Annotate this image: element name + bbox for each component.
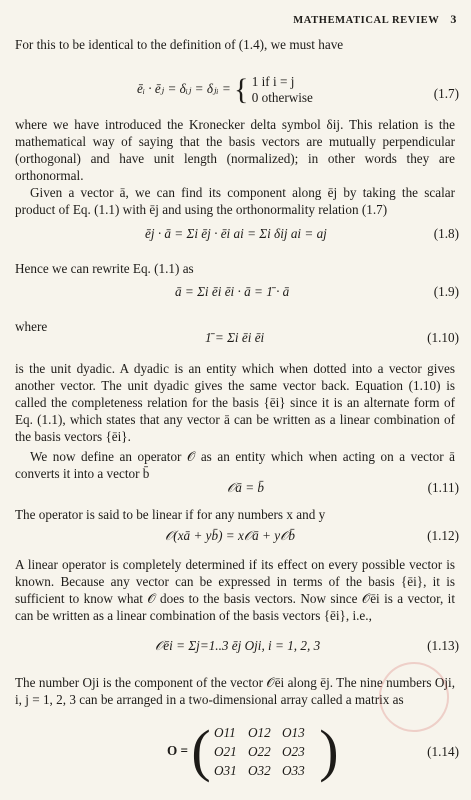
equation-1-13 xyxy=(15,638,459,658)
running-title: MATHEMATICAL REVIEW xyxy=(293,15,440,26)
paragraph-10: The number Oji is the component of the vector 𝒪ēi along ēj. The nine numbers Oji, i, j = 1, 2, 3 can be arranged in a two-dimensional array called a matrix as xyxy=(15,675,455,707)
equation-1-11 xyxy=(15,480,459,500)
right-paren-icon: ) xyxy=(319,718,339,783)
left-paren-icon: ( xyxy=(191,718,211,783)
matrix-cell: O21 xyxy=(214,743,237,759)
equation-number-1-13: (1.13) xyxy=(427,638,459,653)
equation-number-1-12: (1.12) xyxy=(427,528,459,543)
matrix-cell: O23 xyxy=(282,743,305,759)
matrix-cell: O33 xyxy=(282,762,305,778)
equation-1-12-body: 𝒪(xā + yb̄) = x𝒪ā + y𝒪b̄ xyxy=(165,528,295,543)
equation-1-7-cases xyxy=(252,74,313,106)
equation-1-10-body: 1̄ = Σi ēi ēi xyxy=(205,330,265,345)
equation-1-14-lhs: O = xyxy=(167,743,189,758)
equation-1-9-body: ā = Σi ēi ēi · ā = 1̄ · ā xyxy=(175,284,290,299)
matrix-cell: O11 xyxy=(214,724,236,740)
matrix-cell: O13 xyxy=(282,724,305,740)
equation-number-1-11: (1.11) xyxy=(427,480,459,495)
equation-number-1-10: (1.10) xyxy=(427,330,459,345)
equation-number-1-8: (1.8) xyxy=(433,226,459,241)
equation-number-1-9: (1.9) xyxy=(433,284,459,299)
equation-1-7 xyxy=(15,73,459,112)
equation-number-1-7: (1.7) xyxy=(433,86,459,101)
matrix-grid xyxy=(214,723,316,780)
paragraph-7: We now define an operator 𝒪 as an entity which when acting on a vector ā converts it into a vector b̄ xyxy=(15,449,455,481)
page-number: 3 xyxy=(450,12,457,26)
paragraph-4: Hence we can rewrite Eq. (1.1) as xyxy=(15,261,194,276)
paragraph-2: where we have introduced the Kronecker delta symbol δij. This relation is the mathematical way of saying that the basis vectors are mutually perpendicular (orthogonal) and have unit length (normalized); in other words they are orthonormal. xyxy=(15,117,455,183)
matrix-cell: O31 xyxy=(214,762,237,778)
equation-1-11-body: 𝒪ā = b̄ xyxy=(227,480,264,495)
equation-1-8-body: ēj · ā = Σi ēj · ēi ai = Σi δij ai = aj xyxy=(145,226,327,241)
paragraph-1: For this to be identical to the definition of (1.4), we must have xyxy=(15,37,344,52)
equation-1-12 xyxy=(15,528,459,548)
equation-1-13-body: 𝒪ēi = Σj=1..3 ēj Oji, i = 1, 2, 3 xyxy=(155,638,321,653)
paragraph-5: where xyxy=(15,319,48,334)
left-brace-icon: { xyxy=(234,73,249,106)
running-header xyxy=(293,12,457,27)
equation-1-8 xyxy=(15,226,459,246)
equation-number-1-14: (1.14) xyxy=(427,744,459,759)
paragraph-8: The operator is said to be linear if for any numbers x and y xyxy=(15,507,326,522)
equation-1-7-case-2: 0 otherwise xyxy=(251,90,313,105)
matrix-cell: O12 xyxy=(248,724,271,740)
paragraph-3: Given a vector ā, we can find its component along ēj by taking the scalar product of Eq. (1.1) with ēj and using the orthonormality relation (1.7) xyxy=(15,185,455,217)
equation-1-7-case-1: 1 if i = j xyxy=(251,74,295,89)
equation-1-10 xyxy=(15,330,459,350)
matrix-cell: O22 xyxy=(248,743,271,759)
equation-1-14 xyxy=(15,718,459,786)
paragraph-6: is the unit dyadic. A dyadic is an entity which when dotted into a vector gives another vector. The unit dyadic gives the same vector back. Equation (1.10) is called the completeness relation for the basis {ēi} since it is an alternate form of Eq. (1.1), which states that any vector ā can be written as a linear combination of the basis vectors {ēi}. xyxy=(15,361,455,444)
equation-1-7-lhs: ēᵢ · ēⱼ = δᵢⱼ = δⱼᵢ = xyxy=(137,81,231,97)
equation-1-9 xyxy=(15,284,459,304)
matrix-cell: O32 xyxy=(248,762,271,778)
paragraph-9: A linear operator is completely determined if its effect on every possible vector is known. Because any vector can be expressed in terms of the basis {ēi}, it is sufficient to know what 𝒪 does to the basis vectors. Now since 𝒪ēi is a vector, it can be written as a linear combination of the basis vectors {ēi}, i.e., xyxy=(15,557,455,623)
